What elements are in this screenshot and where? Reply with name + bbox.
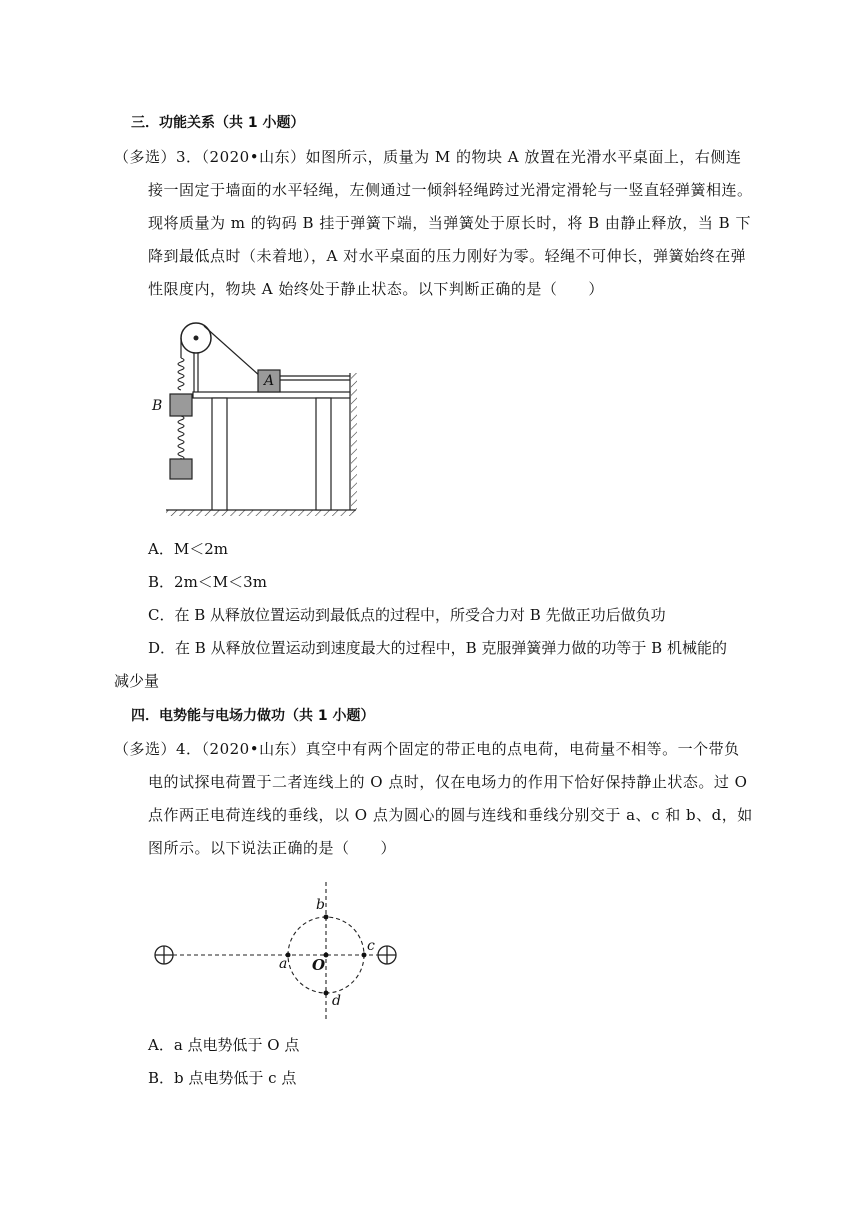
spring-lower <box>178 416 184 464</box>
q3-line-2: 接一固定于墙面的水平轻绳，左侧通过一倾斜轻绳跨过光滑定滑轮与一竖直轻弹簧相连。 <box>148 181 753 199</box>
label-c: c <box>367 938 375 954</box>
q3-option-d: D．在 B 从释放位置运动到速度最大的过程中，B 克服弹簧弹力做的功等于 B 机械能的 <box>148 639 727 657</box>
q3-line-5: 性限度内，物块 A 始终处于静止状态。以下判断正确的是（ ） <box>148 280 604 298</box>
wall-hatch <box>351 373 357 513</box>
q3-line-1: （多选）3．（2020•山东）如图所示，质量为 M 的物块 A 放置在光滑水平桌面上，右侧连 <box>114 148 742 166</box>
q3-option-b: B．2m＜M＜3m <box>148 573 267 591</box>
section-3-heading: 三．功能关系（共 1 小题） <box>131 115 305 131</box>
section-4-heading: 四．电势能与电场力做功（共 1 小题） <box>131 708 375 724</box>
table-leg-right <box>316 398 331 510</box>
q3-option-a: A．M＜2m <box>148 540 228 558</box>
point-b <box>324 915 329 920</box>
q3-line-3: 现将质量为 m 的钩码 B 挂于弹簧下端，当弹簧处于原长时，将 B 由静止释放，当 B 下 <box>148 214 751 232</box>
q3-figure <box>148 318 368 523</box>
point-c <box>362 953 367 958</box>
q4-option-b: B．b 点电势低于 c 点 <box>148 1069 297 1087</box>
q3-option-c: C．在 B 从释放位置运动到最低点的过程中，所受合力对 B 先做正功后做负功 <box>148 606 666 624</box>
table-top <box>193 392 350 398</box>
q4-line-4: 图所示。以下说法正确的是（ ） <box>148 839 397 857</box>
label-b: B <box>152 398 163 414</box>
point-d <box>324 991 329 996</box>
block-b-lower <box>170 459 192 479</box>
spring-upper <box>178 358 184 390</box>
q4-line-1: （多选）4．（2020•山东）真空中有两个固定的带正电的点电荷，电荷量不相等。一个带负 <box>114 740 740 758</box>
label-o: O <box>312 956 326 974</box>
table-leg-left <box>212 398 227 510</box>
label-a: a <box>279 956 288 972</box>
q4-line-2: 电的试探电荷置于二者连线上的 O 点时，仅在电场力的作用下恰好保持静止状态。过 O <box>148 773 748 791</box>
q4-line-3: 点作两正电荷连线的垂线，以 O 点为圆心的圆与连线和垂线分别交于 a、c 和 b、d，如 <box>148 806 753 824</box>
q3-option-d-cont: 减少量 <box>114 672 160 690</box>
q4-option-a: A．a 点电势低于 O 点 <box>148 1036 300 1054</box>
block-b <box>170 394 192 416</box>
ground-hatch <box>166 510 356 516</box>
label-d: d <box>332 993 341 1009</box>
label-a: A <box>264 373 275 389</box>
q4-figure <box>148 880 408 1025</box>
q3-line-4: 降到最低点时（未着地），A 对水平桌面的压力刚好为零。轻绳不可伸长，弹簧始终在弹 <box>148 247 747 265</box>
label-b: b <box>316 897 325 913</box>
